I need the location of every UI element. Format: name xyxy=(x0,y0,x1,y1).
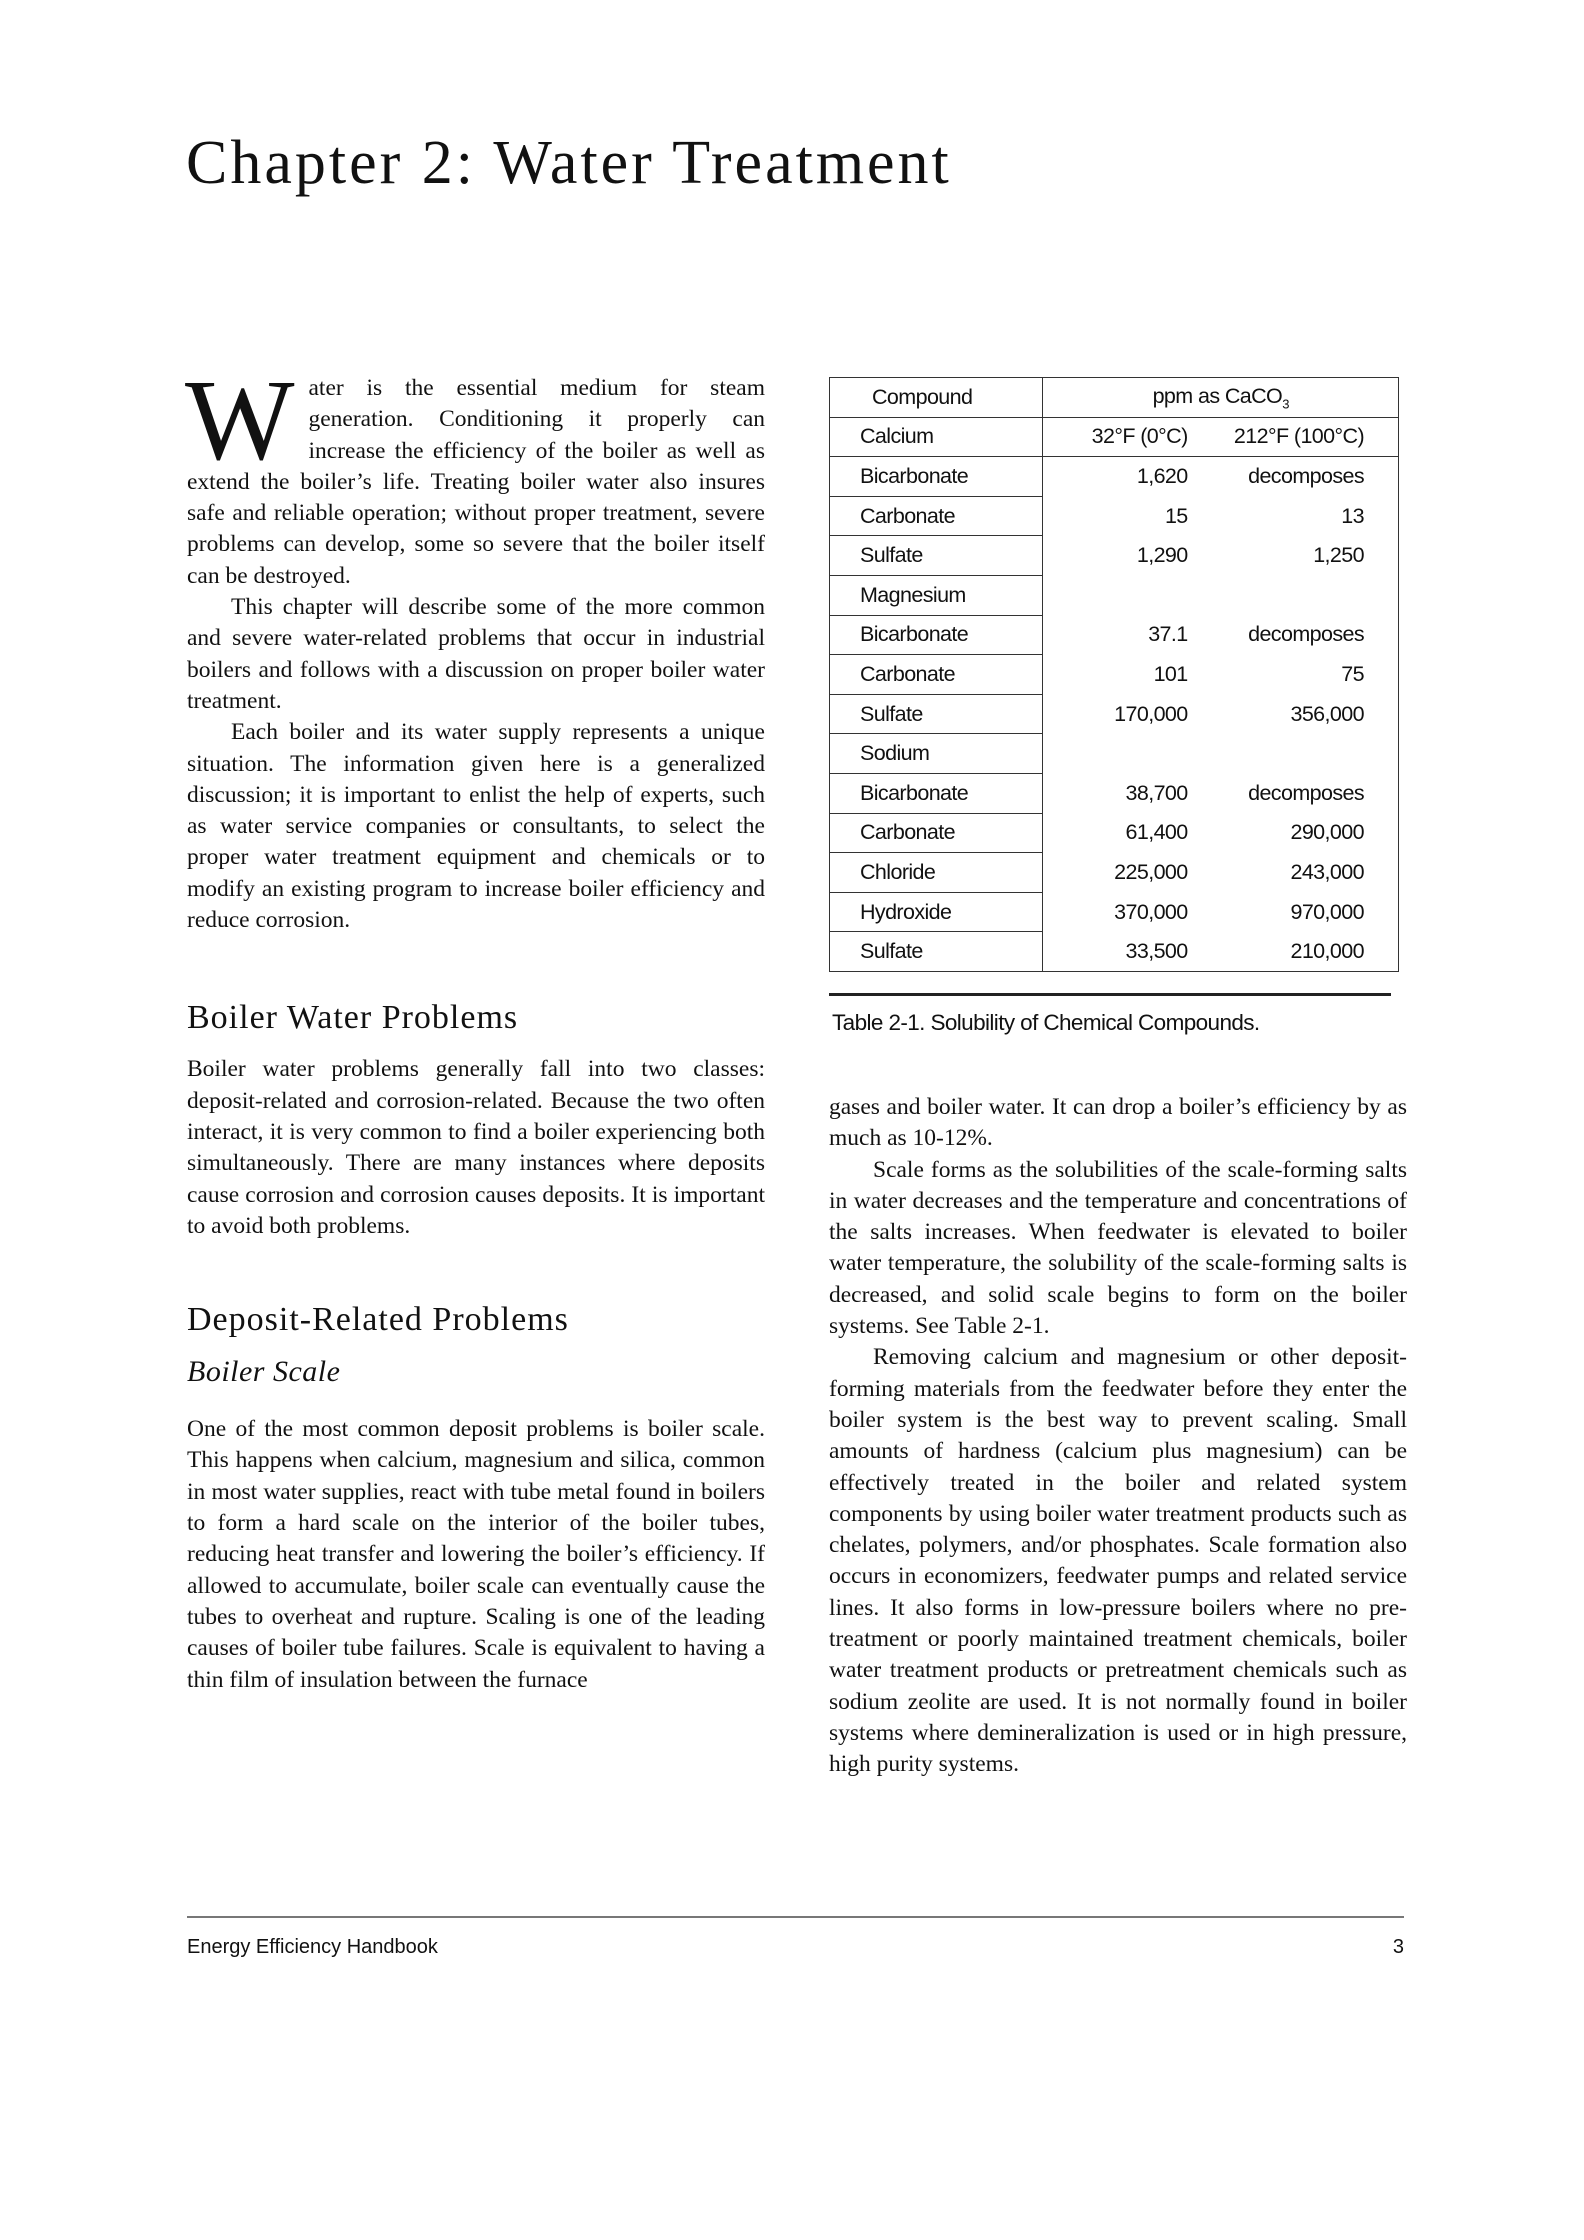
intro-paragraph-1: Water is the essential medium for steam generation. Conditioning it properly can increase the efficiency of the boiler as well as extend the boiler’s life. Treating boiler water also insures safe and reliable operation; without proper treatment, severe problems can develop, some so severe that the boiler itself can be destroyed. xyxy=(185,357,765,589)
table-row xyxy=(830,417,1399,457)
temperature-col2: 212°F (100°C) xyxy=(1196,417,1399,457)
footer-rule xyxy=(187,1916,1404,1918)
boiler-water-problems-paragraph: Boiler water problems generally fall into two classes: deposit-related and corrosion-related. Because the two often interact, it is very common to find a boiler experiencing both simultaneously. There are many instances where deposits cause corrosion and corrosion causes deposits. It is important to avoid both problems. xyxy=(187,1056,765,1239)
table-caption: Table 2-1. Solubility of Chemical Compounds. xyxy=(832,1010,1260,1035)
table-row: Carbonate 15 13 xyxy=(830,496,1399,536)
table-row: Bicarbonate 37.1 decomposes xyxy=(830,615,1399,655)
temperature-col1: 32°F (0°C) xyxy=(1043,417,1196,457)
drop-cap: W xyxy=(185,357,295,485)
table-header-row xyxy=(830,378,1399,418)
footer-title: Energy Efficiency Handbook xyxy=(187,1936,438,1958)
table-row: Bicarbonate 1,620 decomposes xyxy=(830,457,1399,497)
header-ppm: ppm as CaCO$_3$ xyxy=(1043,378,1399,418)
boiler-scale-paragraph-1-continued: gases and boiler water. It can drop a boiler’s efficiency by as much as 10-12%. xyxy=(829,1094,1407,1152)
page-number: 3 xyxy=(1392,1936,1404,1958)
group-calcium: Calcium xyxy=(830,417,1043,457)
table-row: Sulfate 170,000 356,000 xyxy=(830,694,1399,734)
table-row: Chloride 225,000 243,000 xyxy=(830,853,1399,893)
group-sodium: Sodium xyxy=(830,734,1043,774)
boiler-scale-paragraph-3: Removing calcium and magnesium or other deposit-forming materials from the feedwater before they enter the boiler system is the best way to prevent scaling. Small amounts of hardness (calcium plus magnesium) can be effectively treated in the boiler and related system components by using boiler water treatment products such as chelates, polymers, and/or phosphates. Scale formation also occurs in economizers, feedwater pumps and related service lines. It also forms in low-pressure boilers where no pre-treatment or poorly maintained treatment chemicals, boiler water treatment products or pretreatment chemicals such as sodium zeolite are used. It is not normally found in boiler systems where demineralization is used or in high pressure, high purity systems. xyxy=(829,1344,1407,1778)
left-column xyxy=(185,357,765,1696)
table-row: Carbonate 101 75 xyxy=(830,655,1399,695)
section-heading-deposit-related-problems: Deposit-Related Problems xyxy=(187,1301,569,1339)
section-heading-boiler-water-problems: Boiler Water Problems xyxy=(187,999,519,1037)
header-compound: Compound xyxy=(830,378,1043,418)
group-magnesium: Magnesium xyxy=(830,575,1043,615)
table-row: Sulfate 1,290 1,250 xyxy=(830,536,1399,576)
solubility-table xyxy=(829,377,1399,972)
table-row: Hydroxide 370,000 970,000 xyxy=(830,892,1399,932)
table-row: Carbonate 61,400 290,000 xyxy=(830,813,1399,853)
table-row: Bicarbonate 38,700 decomposes xyxy=(830,773,1399,813)
chapter-title: Chapter 2: Water Treatment xyxy=(186,129,952,197)
intro-paragraph-3: Each boiler and its water supply represents a unique situation. The information given here is a generalized discussion; it is important to enlist the help of experts, such as water service companies or consultants, to select the proper water treatment equipment and chemicals or to modify an existing program to increase boiler efficiency and reduce corrosion. xyxy=(187,719,765,934)
table-row: Sulfate 33,500 210,000 xyxy=(830,932,1399,972)
subsection-heading-boiler-scale: Boiler Scale xyxy=(187,1355,341,1389)
right-column xyxy=(829,1092,1407,1781)
intro-paragraph-2: This chapter will describe some of the more common and severe water-related problems that occur in industrial boilers and follows with a discussion on proper boiler water treatment. xyxy=(187,594,765,714)
boiler-scale-paragraph-2: Scale forms as the solubilities of the scale-forming salts in water decreases and the temperature and concentrations of the salts increases. When feedwater is elevated to boiler water temperature, the solubility of the scale-forming salts is decreased, and solid scale begins to form on the boiler systems. See Table 2-1. xyxy=(829,1156,1407,1340)
boiler-scale-paragraph-1: One of the most common deposit problems is boiler scale. This happens when calcium, magnesium and silica, common in most water supplies, react with tube metal found in boilers to form a hard scale on the interior of the boiler tubes, reducing heat transfer and lowering the boiler’s efficiency. If allowed to accumulate, boiler scale can eventually cause the tubes to overheat and rupture. Scaling is one of the leading causes of boiler tube failures. Scale is equivalent to having a thin film of insulation between the furnace xyxy=(187,1416,765,1693)
table-caption-rule xyxy=(829,993,1391,996)
table-row xyxy=(830,575,1399,615)
table-row xyxy=(830,734,1399,774)
